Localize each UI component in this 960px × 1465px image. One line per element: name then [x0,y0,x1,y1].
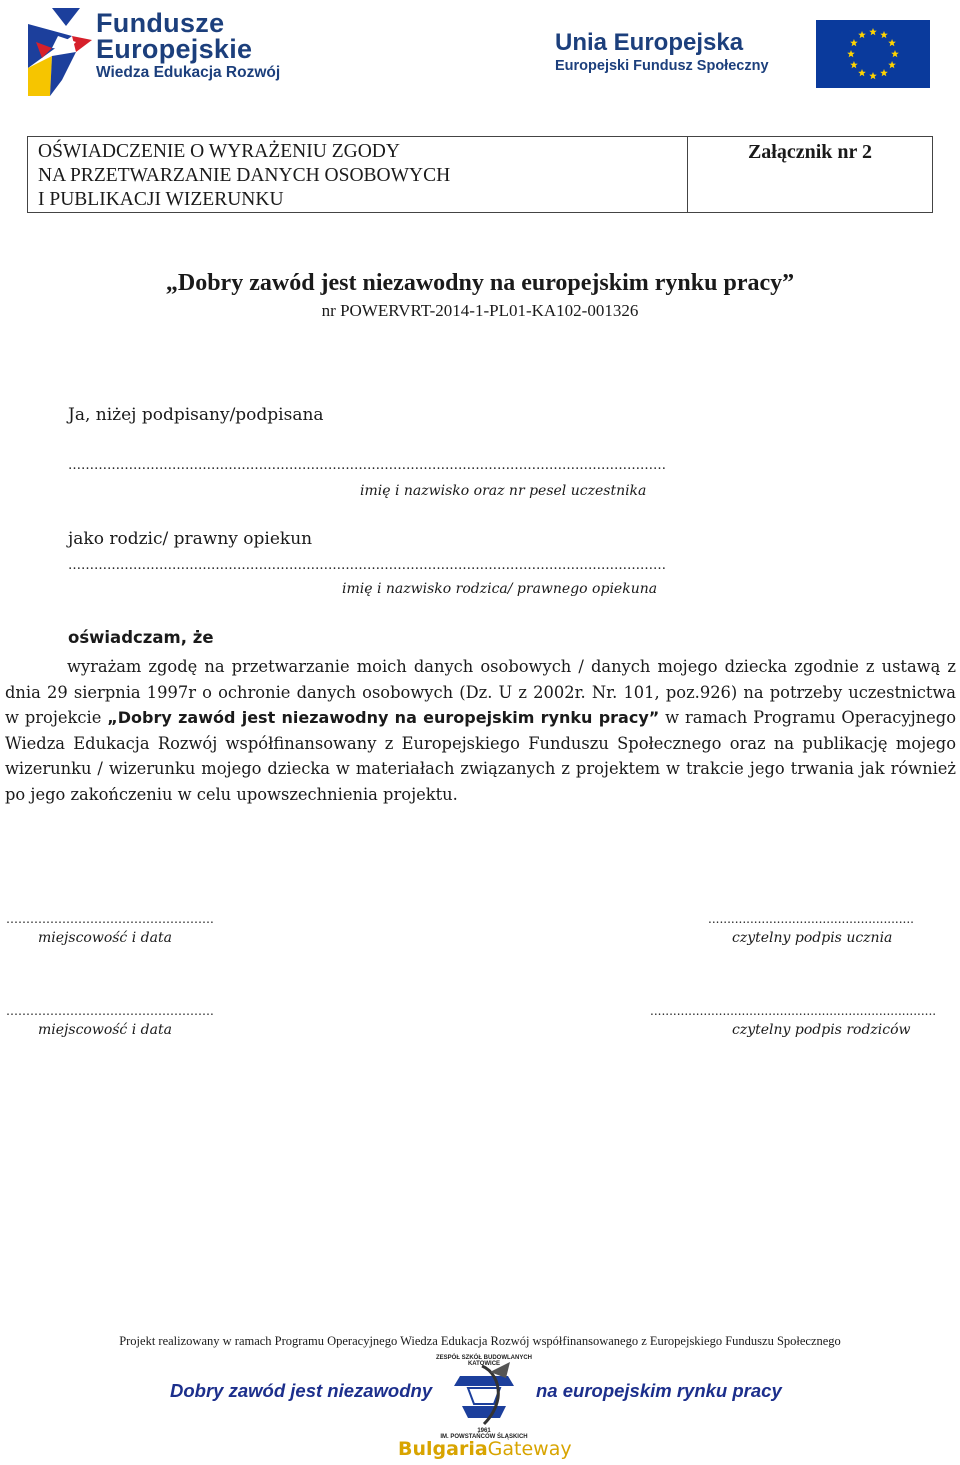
paragraph-part1: wyrażam zgodę na przetwarzanie moich danych osobowych / danych mojego dziecka zgodnie z ustawą z dnia 29 sierpnia 1997r o ochronie danych osobowych (Dz. U z 2002r. Nr. 101, poz.926) na potrzeby uczestnictwa w projekcie [5,657,956,727]
footer-slogan-left: Dobry zawód jest niezawodny [170,1380,433,1401]
parents-signature-field[interactable]: ........................................................................... [650,1004,937,1018]
project-title: „Dobry zawód jest niezawodny na europejskim rynku pracy” [165,270,795,296]
participant-caption: imię i nazwisko oraz nr pesel uczestnika [360,483,647,499]
title-box [27,136,933,213]
school-bottom-text: IM. POWSTAŃCÓW ŚLĄSKICH [440,1434,528,1440]
fe-logo-line1: Fundusze [96,8,225,38]
bulgaria-gateway-logo [398,1438,572,1460]
document-title [28,137,688,212]
place-date-field-1[interactable]: ……………………………………………. [6,912,214,926]
parents-signature-caption: czytelny podpis rodziców [732,1022,911,1038]
place-date-field-2[interactable]: ……………………………………………. [6,1004,214,1018]
student-signature-caption: czytelny podpis ucznia [732,930,893,946]
place-date-caption-2: miejscowość i data [38,1022,172,1038]
footer-slogan-right: na europejskim rynku pracy [536,1380,782,1401]
paragraph-indent [5,657,67,676]
declare-heading: oświadczam, że [68,628,214,647]
title-line-1: OŚWIADCZENIE O WYRAŻENIU ZGODY [38,141,400,162]
intro-text: Ja, niżej podpisany/podpisana [68,405,324,425]
fe-logo-line2: Europejskie [96,34,253,64]
brand-part-a: Bulgaria [398,1438,488,1460]
brand-part-b: Gateway [487,1438,572,1460]
paragraph-project-name: „Dobry zawód jest niezawodny na europejskim rynku pracy” [107,708,660,727]
paragraph-part2: w ramach Programu Operacyjnego Wiedza Edukacja Rozwój współfinansowany z Europejskiego Funduszu Społecznego oraz na publikację mojego wizerunku / wizerunku mojego dziecka w materiałach związanych z projektem w trakcie jego trwania jak również po jego zakończeniu w celu upowszechnienia projektu. [5,708,957,804]
participant-field[interactable]: ………………………………………………………………………………………………………………………… [68,458,666,473]
guardian-label: jako rodzic/ prawny opiekun [68,529,313,549]
ue-logo-line1: Unia Europejska [555,29,744,56]
fe-logo-text [96,10,280,84]
guardian-caption: imię i nazwisko rodzica/ prawnego opiekuna [342,581,658,597]
eu-flag-icon [816,20,930,88]
footer-note: Projekt realizowany w ramach Programu Operacyjnego Wiedza Edukacja Rozwój współfinansowanego z Europejskiego Funduszu Społecznego [119,1334,841,1348]
school-crest-icon [440,1352,528,1440]
school-city-text: KATOWICE [467,1361,501,1367]
school-top-text: ZESPÓŁ SZKÓŁ BUDOWLANYCH [436,1355,532,1361]
ue-logo-line2: Europejski Fundusz Społeczny [555,58,769,74]
project-number: nr POWERVRT-2014-1-PL01-KA102-001326 [321,301,639,320]
school-year-text: 1961 [477,1428,491,1434]
title-line-3: I PUBLIKACJI WIZERUNKU [38,189,284,210]
title-line-2: NA PRZETWARZANIE DANYCH OSOBOWYCH [38,165,451,186]
fe-logo-line3: Wiedza Edukacja Rozwój [96,64,281,81]
student-signature-field[interactable]: ...................................................... [708,912,914,926]
guardian-field[interactable]: ………………………………………………………………………………………………………………………… [68,558,666,573]
attachment-label: Załącznik nr 2 [747,141,873,163]
place-date-caption-1: miejscowość i data [38,930,172,946]
ue-logo-text [555,30,769,76]
consent-paragraph [5,654,956,807]
